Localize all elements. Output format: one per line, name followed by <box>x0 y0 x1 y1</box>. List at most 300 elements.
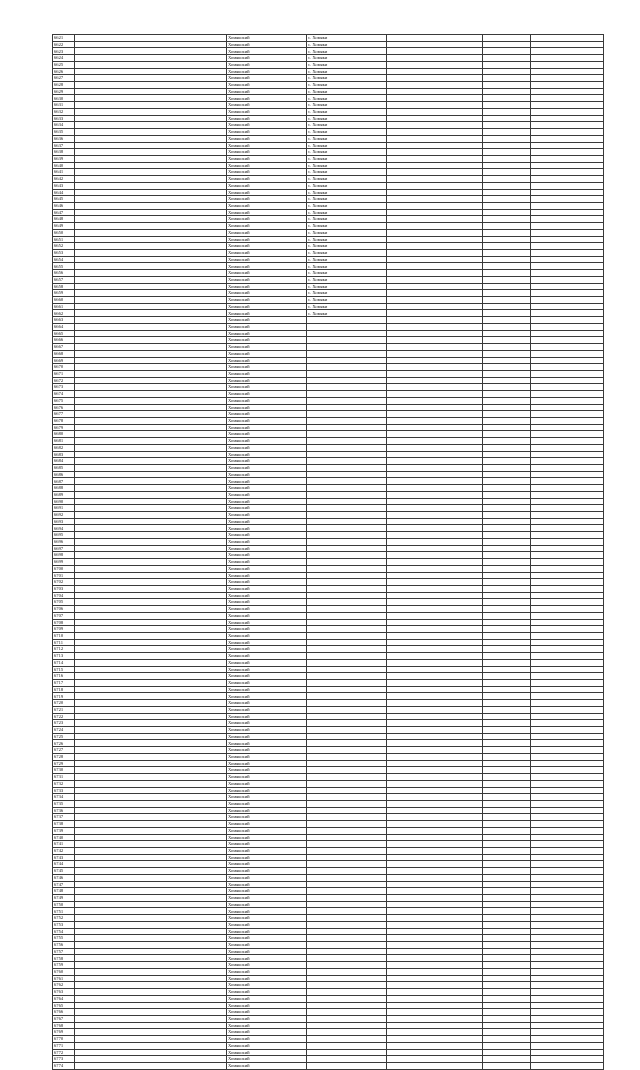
district-cell: Хомякский <box>227 485 307 492</box>
row-number-cell: 6772 <box>53 1049 75 1056</box>
street-cell <box>387 545 483 552</box>
district-cell: Хомякский <box>227 129 307 136</box>
row-number-cell: 6748 <box>53 888 75 895</box>
settlement-cell <box>307 908 387 915</box>
row-number-cell: 6667 <box>53 344 75 351</box>
house-number-cell <box>483 787 531 794</box>
house-number-cell <box>483 243 531 250</box>
district-cell: Хомякский <box>227 1056 307 1063</box>
district-cell: Хомякский <box>227 68 307 75</box>
settlement-cell: с. Хомяки <box>307 169 387 176</box>
extra-cell <box>531 337 604 344</box>
district-cell: Хомякский <box>227 1042 307 1049</box>
extra-cell <box>531 209 604 216</box>
table-row <box>53 485 604 492</box>
district-cell: Хомякский <box>227 807 307 814</box>
extra-cell <box>531 774 604 781</box>
street-cell <box>387 149 483 156</box>
settlement-cell <box>307 659 387 666</box>
street-cell <box>387 995 483 1002</box>
extra-cell <box>531 88 604 95</box>
settlement-cell <box>307 632 387 639</box>
district-cell: Хомякский <box>227 901 307 908</box>
row-number-cell: 6649 <box>53 223 75 230</box>
row-number-cell: 6652 <box>53 243 75 250</box>
row-number-cell: 6706 <box>53 606 75 613</box>
cadastral-code-cell <box>75 122 227 129</box>
settlement-cell: с. Хомяки <box>307 303 387 310</box>
district-cell: Хомякский <box>227 337 307 344</box>
table-row <box>53 572 604 579</box>
settlement-cell: с. Хомяки <box>307 162 387 169</box>
cadastral-code-cell <box>75 162 227 169</box>
table-row <box>53 686 604 693</box>
cadastral-code-cell <box>75 149 227 156</box>
settlement-cell <box>307 512 387 519</box>
settlement-cell <box>307 989 387 996</box>
table-row <box>53 95 604 102</box>
house-number-cell <box>483 727 531 734</box>
district-cell: Хомякский <box>227 142 307 149</box>
table-row <box>53 693 604 700</box>
cadastral-code-cell <box>75 968 227 975</box>
settlement-cell: с. Хомяки <box>307 243 387 250</box>
extra-cell <box>531 854 604 861</box>
cadastral-code-cell <box>75 1049 227 1056</box>
cadastral-code-cell <box>75 129 227 136</box>
row-number-cell: 6646 <box>53 202 75 209</box>
settlement-cell <box>307 377 387 384</box>
extra-cell <box>531 673 604 680</box>
row-number-cell: 6767 <box>53 1015 75 1022</box>
row-number-cell: 6701 <box>53 572 75 579</box>
row-number-cell: 6681 <box>53 438 75 445</box>
cadastral-code-cell <box>75 955 227 962</box>
cadastral-code-cell <box>75 592 227 599</box>
street-cell <box>387 102 483 109</box>
cadastral-code-cell <box>75 874 227 881</box>
settlement-cell <box>307 1002 387 1009</box>
district-cell: Хомякский <box>227 854 307 861</box>
table-row <box>53 962 604 969</box>
table-row <box>53 1015 604 1022</box>
settlement-cell <box>307 411 387 418</box>
street-cell <box>387 821 483 828</box>
extra-cell <box>531 895 604 902</box>
house-number-cell <box>483 1029 531 1036</box>
district-cell: Хомякский <box>227 713 307 720</box>
house-number-cell <box>483 935 531 942</box>
table-row <box>53 1009 604 1016</box>
cadastral-code-cell <box>75 659 227 666</box>
street-cell <box>387 538 483 545</box>
row-number-cell: 6762 <box>53 982 75 989</box>
row-number-cell: 6744 <box>53 861 75 868</box>
district-cell: Хомякский <box>227 565 307 572</box>
settlement-cell <box>307 794 387 801</box>
street-cell <box>387 377 483 384</box>
cadastral-code-cell <box>75 1036 227 1043</box>
cadastral-code-cell <box>75 881 227 888</box>
table-row <box>53 619 604 626</box>
extra-cell <box>531 196 604 203</box>
extra-cell <box>531 471 604 478</box>
house-number-cell <box>483 35 531 42</box>
street-cell <box>387 592 483 599</box>
table-row <box>53 155 604 162</box>
settlement-cell <box>307 680 387 687</box>
extra-cell <box>531 814 604 821</box>
table-row <box>53 411 604 418</box>
extra-cell <box>531 1002 604 1009</box>
district-cell: Хомякский <box>227 585 307 592</box>
street-cell <box>387 283 483 290</box>
row-number-cell: 6709 <box>53 626 75 633</box>
house-number-cell <box>483 538 531 545</box>
street-cell <box>387 915 483 922</box>
row-number-cell: 6746 <box>53 874 75 881</box>
street-cell <box>387 827 483 834</box>
house-number-cell <box>483 411 531 418</box>
house-number-cell <box>483 478 531 485</box>
table-row <box>53 585 604 592</box>
extra-cell <box>531 142 604 149</box>
cadastral-code-cell <box>75 1029 227 1036</box>
cadastral-code-cell <box>75 41 227 48</box>
district-cell: Хомякский <box>227 438 307 445</box>
district-cell: Хомякский <box>227 673 307 680</box>
street-cell <box>387 532 483 539</box>
street-cell <box>387 673 483 680</box>
extra-cell <box>531 404 604 411</box>
table-row <box>53 1056 604 1063</box>
table-row <box>53 1036 604 1043</box>
house-number-cell <box>483 592 531 599</box>
table-row <box>53 135 604 142</box>
cadastral-code-cell <box>75 787 227 794</box>
settlement-cell <box>307 968 387 975</box>
district-cell: Хомякский <box>227 176 307 183</box>
street-cell <box>387 350 483 357</box>
street-cell <box>387 626 483 633</box>
row-number-cell: 6636 <box>53 135 75 142</box>
extra-cell <box>531 727 604 734</box>
district-cell: Хомякский <box>227 599 307 606</box>
district-cell: Хомякский <box>227 538 307 545</box>
settlement-cell <box>307 639 387 646</box>
register-body <box>53 35 604 1070</box>
cadastral-code-cell <box>75 895 227 902</box>
cadastral-code-cell <box>75 995 227 1002</box>
district-cell: Хомякский <box>227 41 307 48</box>
cadastral-code-cell <box>75 619 227 626</box>
row-number-cell: 6654 <box>53 256 75 263</box>
row-number-cell: 6715 <box>53 666 75 673</box>
cadastral-code-cell <box>75 532 227 539</box>
table-row <box>53 1022 604 1029</box>
house-number-cell <box>483 532 531 539</box>
house-number-cell <box>483 471 531 478</box>
street-cell <box>387 706 483 713</box>
settlement-cell <box>307 485 387 492</box>
street-cell <box>387 485 483 492</box>
district-cell: Хомякский <box>227 760 307 767</box>
table-row <box>53 787 604 794</box>
settlement-cell <box>307 458 387 465</box>
street-cell <box>387 512 483 519</box>
table-row <box>53 1042 604 1049</box>
table-row <box>53 827 604 834</box>
settlement-cell <box>307 720 387 727</box>
cadastral-code-cell <box>75 317 227 324</box>
row-number-cell: 6730 <box>53 767 75 774</box>
house-number-cell <box>483 962 531 969</box>
street-cell <box>387 733 483 740</box>
house-number-cell <box>483 250 531 257</box>
cadastral-code-cell <box>75 888 227 895</box>
district-cell: Хомякский <box>227 397 307 404</box>
settlement-cell <box>307 391 387 398</box>
cadastral-code-cell <box>75 344 227 351</box>
table-row <box>53 417 604 424</box>
table-row <box>53 673 604 680</box>
extra-cell <box>531 834 604 841</box>
cadastral-code-cell <box>75 115 227 122</box>
settlement-cell <box>307 646 387 653</box>
settlement-cell <box>307 565 387 572</box>
settlement-cell <box>307 370 387 377</box>
row-number-cell: 6763 <box>53 989 75 996</box>
table-row <box>53 229 604 236</box>
settlement-cell: с. Хомяки <box>307 223 387 230</box>
table-row <box>53 465 604 472</box>
district-cell: Хомякский <box>227 774 307 781</box>
district-cell: Хомякский <box>227 847 307 854</box>
house-number-cell <box>483 552 531 559</box>
settlement-cell <box>307 465 387 472</box>
street-cell <box>387 1036 483 1043</box>
extra-cell <box>531 585 604 592</box>
house-number-cell <box>483 989 531 996</box>
settlement-cell <box>307 619 387 626</box>
district-cell: Хомякский <box>227 250 307 257</box>
settlement-cell <box>307 592 387 599</box>
extra-cell <box>531 491 604 498</box>
district-cell: Хомякский <box>227 1036 307 1043</box>
house-number-cell <box>483 182 531 189</box>
row-number-cell: 6761 <box>53 975 75 982</box>
cadastral-code-cell <box>75 935 227 942</box>
settlement-cell <box>307 491 387 498</box>
extra-cell <box>531 700 604 707</box>
house-number-cell <box>483 1056 531 1063</box>
street-cell <box>387 155 483 162</box>
cadastral-code-cell <box>75 256 227 263</box>
extra-cell <box>531 397 604 404</box>
table-row <box>53 559 604 566</box>
extra-cell <box>531 989 604 996</box>
settlement-cell <box>307 868 387 875</box>
extra-cell <box>531 202 604 209</box>
extra-cell <box>531 176 604 183</box>
street-cell <box>387 75 483 82</box>
row-number-cell: 6621 <box>53 35 75 42</box>
table-row <box>53 1049 604 1056</box>
table-row <box>53 512 604 519</box>
row-number-cell: 6683 <box>53 451 75 458</box>
house-number-cell <box>483 908 531 915</box>
cadastral-code-cell <box>75 491 227 498</box>
street-cell <box>387 263 483 270</box>
extra-cell <box>531 485 604 492</box>
cadastral-code-cell <box>75 370 227 377</box>
table-row <box>53 780 604 787</box>
row-number-cell: 6640 <box>53 162 75 169</box>
house-number-cell <box>483 800 531 807</box>
table-row <box>53 800 604 807</box>
district-cell: Хомякский <box>227 800 307 807</box>
street-cell <box>387 250 483 257</box>
house-number-cell <box>483 1042 531 1049</box>
row-number-cell: 6645 <box>53 196 75 203</box>
street-cell <box>387 417 483 424</box>
extra-cell <box>531 572 604 579</box>
house-number-cell <box>483 619 531 626</box>
table-row <box>53 344 604 351</box>
district-cell: Хомякский <box>227 216 307 223</box>
row-number-cell: 6663 <box>53 317 75 324</box>
district-cell: Хомякский <box>227 525 307 532</box>
table-row <box>53 612 604 619</box>
cadastral-code-cell <box>75 666 227 673</box>
street-cell <box>387 874 483 881</box>
table-row <box>53 632 604 639</box>
house-number-cell <box>483 330 531 337</box>
district-cell: Хомякский <box>227 767 307 774</box>
settlement-cell <box>307 841 387 848</box>
district-cell: Хомякский <box>227 841 307 848</box>
cadastral-code-cell <box>75 55 227 62</box>
district-cell: Хомякский <box>227 95 307 102</box>
cadastral-code-cell <box>75 794 227 801</box>
settlement-cell <box>307 921 387 928</box>
table-row <box>53 854 604 861</box>
table-row <box>53 908 604 915</box>
house-number-cell <box>483 310 531 317</box>
street-cell <box>387 397 483 404</box>
settlement-cell <box>307 653 387 660</box>
district-cell: Хомякский <box>227 612 307 619</box>
row-number-cell: 6623 <box>53 48 75 55</box>
settlement-cell <box>307 424 387 431</box>
settlement-cell <box>307 545 387 552</box>
street-cell <box>387 814 483 821</box>
settlement-cell <box>307 478 387 485</box>
house-number-cell <box>483 196 531 203</box>
row-number-cell: 6679 <box>53 424 75 431</box>
settlement-cell <box>307 498 387 505</box>
district-cell: Хомякский <box>227 868 307 875</box>
district-cell: Хомякский <box>227 384 307 391</box>
table-row <box>53 61 604 68</box>
row-number-cell: 6697 <box>53 545 75 552</box>
cadastral-code-cell <box>75 653 227 660</box>
extra-cell <box>531 632 604 639</box>
extra-cell <box>531 868 604 875</box>
extra-cell <box>531 357 604 364</box>
district-cell: Хомякский <box>227 1022 307 1029</box>
row-number-cell: 6631 <box>53 102 75 109</box>
house-number-cell <box>483 559 531 566</box>
district-cell: Хомякский <box>227 532 307 539</box>
cadastral-code-cell <box>75 357 227 364</box>
row-number-cell: 6691 <box>53 505 75 512</box>
row-number-cell: 6665 <box>53 330 75 337</box>
settlement-cell <box>307 727 387 734</box>
house-number-cell <box>483 895 531 902</box>
house-number-cell <box>483 948 531 955</box>
district-cell: Хомякский <box>227 968 307 975</box>
extra-cell <box>531 317 604 324</box>
settlement-cell <box>307 572 387 579</box>
district-cell: Хомякский <box>227 229 307 236</box>
table-row <box>53 108 604 115</box>
house-number-cell <box>483 847 531 854</box>
table-row <box>53 196 604 203</box>
row-number-cell: 6671 <box>53 370 75 377</box>
cadastral-code-cell <box>75 465 227 472</box>
district-cell: Хомякский <box>227 297 307 304</box>
street-cell <box>387 639 483 646</box>
row-number-cell: 6670 <box>53 364 75 371</box>
settlement-cell: с. Хомяки <box>307 310 387 317</box>
extra-cell <box>531 424 604 431</box>
settlement-cell <box>307 995 387 1002</box>
table-row <box>53 935 604 942</box>
house-number-cell <box>483 915 531 922</box>
row-number-cell: 6774 <box>53 1062 75 1069</box>
street-cell <box>387 666 483 673</box>
extra-cell <box>531 1042 604 1049</box>
extra-cell <box>531 115 604 122</box>
settlement-cell <box>307 1029 387 1036</box>
row-number-cell: 6731 <box>53 774 75 781</box>
house-number-cell <box>483 377 531 384</box>
extra-cell <box>531 364 604 371</box>
street-cell <box>387 41 483 48</box>
register-table <box>52 34 604 1070</box>
house-number-cell <box>483 270 531 277</box>
extra-cell <box>531 545 604 552</box>
row-number-cell: 6651 <box>53 236 75 243</box>
cadastral-code-cell <box>75 451 227 458</box>
table-row <box>53 915 604 922</box>
extra-cell <box>531 948 604 955</box>
settlement-cell: с. Хомяки <box>307 95 387 102</box>
settlement-cell <box>307 364 387 371</box>
settlement-cell <box>307 552 387 559</box>
row-number-cell: 6728 <box>53 753 75 760</box>
street-cell <box>387 968 483 975</box>
table-row <box>53 753 604 760</box>
house-number-cell <box>483 223 531 230</box>
extra-cell <box>531 975 604 982</box>
house-number-cell <box>483 370 531 377</box>
settlement-cell <box>307 700 387 707</box>
settlement-cell: с. Хомяки <box>307 176 387 183</box>
extra-cell <box>531 384 604 391</box>
row-number-cell: 6708 <box>53 619 75 626</box>
